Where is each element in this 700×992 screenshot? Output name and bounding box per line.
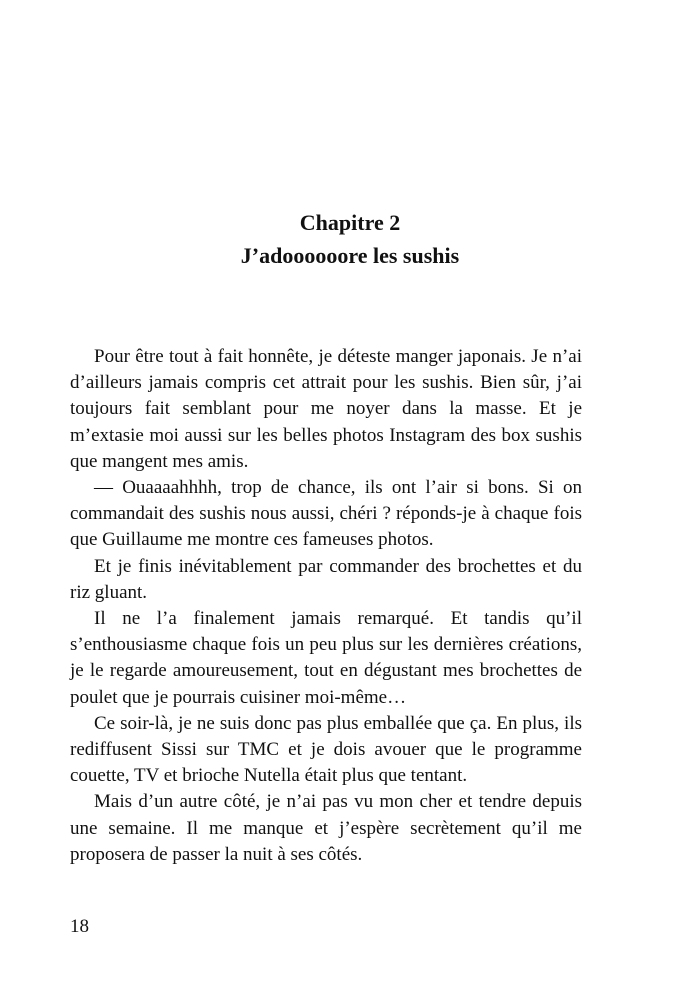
paragraph: Mais d’un autre côté, je n’ai pas vu mon cher et tendre depuis une semaine. Il me manque et j’espère secrètement qu’il me proposera de passer la nuit à ses côtés. bbox=[70, 791, 582, 865]
chapter-body bbox=[70, 344, 582, 868]
paragraph: Pour être tout à fait honnête, je déteste manger japonais. Je n’ai d’ailleurs jamais compris cet attrait pour les sushis. Bien sûr, j’ai toujours fait semblant pour me noyer dans la masse. Et je m’extasie moi aussi sur les belles photos Instagram des box sushis que mangent mes amis. bbox=[70, 346, 582, 472]
chapter-heading bbox=[0, 206, 700, 272]
paragraph: Ce soir-là, je ne suis donc pas plus emballée que ça. En plus, ils rediffusent Sissi sur TMC et je dois avouer que le programme couette, TV et brioche Nutella était plus que tentant. bbox=[70, 712, 582, 787]
chapter-title: J’adoooooore les sushis bbox=[240, 243, 460, 268]
paragraph: Il ne l’a finalement jamais remarqué. Et tandis qu’il s’enthousiasme chaque fois un peu plus sur les dernières créations, je le regarde amoureusement, tout en dégustant mes brochettes de poulet que je pourrais cuisiner moi-même… bbox=[70, 608, 582, 708]
paragraph: — Ouaaaahhhh, trop de chance, ils ont l’air si bons. Si on commandait des sushis nous aussi, chéri ? réponds-je à chaque fois que Guillaume me montre ces fameuses photos. bbox=[70, 477, 582, 551]
chapter-number: Chapitre 2 bbox=[299, 210, 401, 235]
paragraph: Et je finis inévitablement par commander des brochettes et du riz gluant. bbox=[70, 555, 582, 603]
page-number: 18 bbox=[70, 916, 89, 937]
